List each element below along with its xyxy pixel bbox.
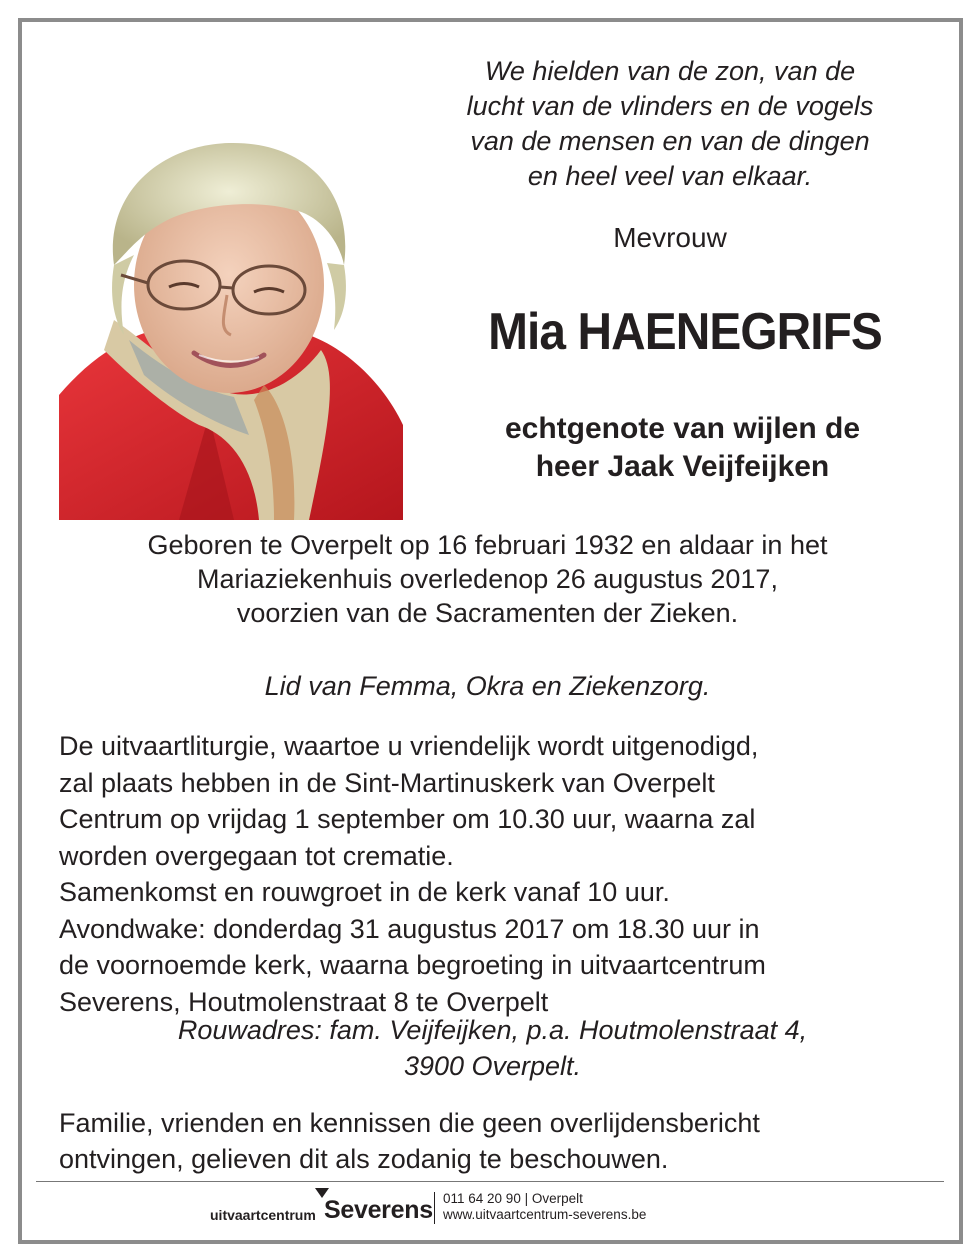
funeral-line: Severens, Houtmolenstraat 8 te Overpelt	[59, 986, 549, 1017]
funeral-line: Samenkomst en rouwgroet in de kerk vanaf 10 uur.	[59, 877, 670, 907]
funeral-home-logo	[180, 1190, 440, 1230]
closing-line: ontvingen, gelieven dit als zodanig te beschouwen.	[59, 1144, 669, 1174]
closing-note	[59, 1105, 939, 1177]
spouse-line: echtgenote van wijlen de	[504, 412, 861, 445]
birth-line: Mariaziekenhuis overledenop 26 augustus 2017,	[197, 564, 778, 594]
funeral-line: De uitvaartliturgie, waartoe u vriendelijk wordt uitgenodigd,	[59, 731, 759, 761]
phone-location: 011 64 20 90 | Overpelt	[443, 1191, 583, 1206]
membership: Lid van Femma, Okra en Ziekenzorg.	[264, 671, 711, 701]
poem	[410, 54, 930, 194]
footer-contact	[443, 1191, 646, 1223]
portrait-photo	[59, 135, 403, 520]
poem-line: en heel veel van elkaar.	[527, 161, 813, 191]
funeral-line: worden overgegaan tot crematie.	[59, 840, 454, 871]
deceased-name: Mia HAENEGRIFS	[488, 303, 882, 361]
poem-line: We hielden van de zon, van de	[484, 56, 856, 86]
poem-line: van de mensen en van de dingen	[470, 126, 870, 156]
birth-death-info	[40, 528, 935, 630]
birth-line: voorzien van de Sacramenten der Zieken.	[236, 598, 739, 628]
address-line: Rouwadres: fam. Veijfeijken, p.a. Houtmolenstraat 4,	[177, 1015, 808, 1045]
birth-line: Geboren te Overpelt op 16 februari 1932 en aldaar in het	[147, 530, 828, 560]
funeral-line: de voornoemde kerk, waarna begroeting in uitvaartcentrum	[59, 950, 766, 980]
mourning-address	[40, 1012, 945, 1084]
funeral-line: Avondwake: donderdag 31 augustus 2017 om 18.30 uur in	[59, 913, 760, 944]
spouse-info	[410, 410, 955, 486]
funeral-line: zal plaats hebben in de Sint-Martinuskerk van Overpelt	[59, 767, 715, 798]
spouse-line: heer Jaak Veijfeijken	[535, 450, 830, 483]
website-link[interactable]: www.uitvaartcentrum-severens.be	[443, 1207, 647, 1222]
footer-separator	[434, 1192, 435, 1224]
brand-name: Severens	[324, 1196, 433, 1224]
poem-line: lucht van de vlinders en de vogels	[466, 91, 874, 121]
footer-divider-line	[36, 1181, 944, 1182]
funeral-details	[59, 728, 939, 1020]
funeral-line: Centrum op vrijdag 1 september om 10.30 uur, waarna zal	[59, 804, 756, 834]
closing-line: Familie, vrienden en kennissen die geen overlijdensbericht	[59, 1108, 760, 1138]
salutation: Mevrouw	[613, 222, 727, 253]
brand-prefix: uitvaartcentrum	[210, 1207, 316, 1223]
address-line: 3900 Overpelt.	[403, 1051, 582, 1081]
